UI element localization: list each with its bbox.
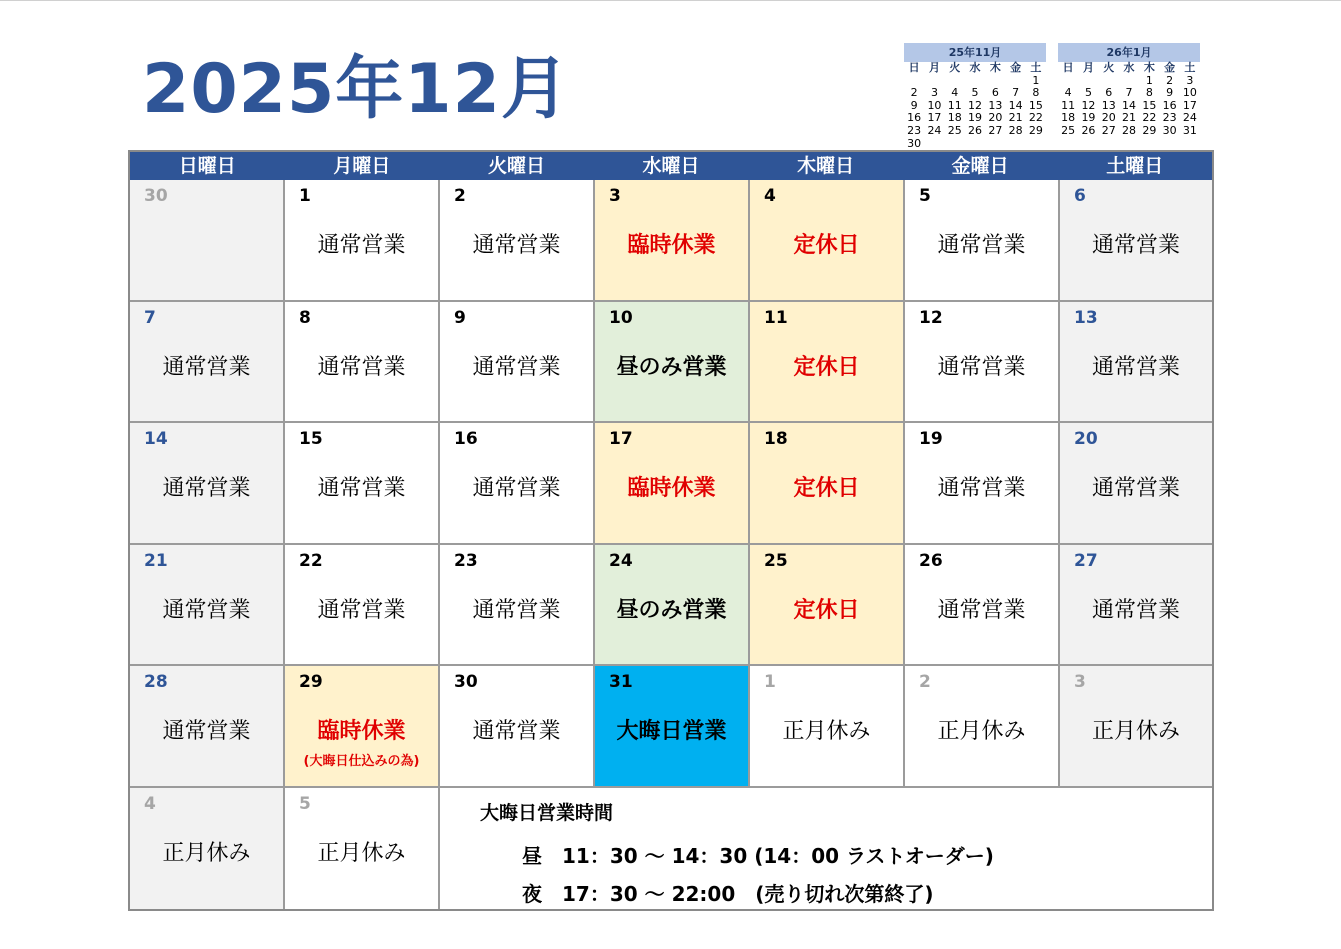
day-status: 通常営業 <box>472 719 561 744</box>
mini-day: 21 <box>1008 111 1023 125</box>
mini-day: 16 <box>1162 98 1177 112</box>
mini-day: 16 <box>907 111 922 125</box>
mini-day: 29 <box>1142 123 1157 137</box>
mini-day: 3 <box>930 86 938 100</box>
day-status: 定休日 <box>793 354 860 380</box>
month-calendar <box>128 150 1214 911</box>
day-number: 3 <box>1074 672 1086 692</box>
day-status: 定休日 <box>793 476 860 501</box>
day-cell <box>440 545 595 667</box>
mini-day: 28 <box>1122 123 1137 137</box>
day-number: 18 <box>764 429 788 449</box>
mini-day: 22 <box>1028 111 1043 125</box>
day-number: 1 <box>299 186 311 206</box>
day-status: 通常営業 <box>472 233 561 258</box>
mini-day <box>1026 138 1046 151</box>
day-cell <box>130 545 285 667</box>
day-status: 通常営業 <box>937 476 1026 501</box>
day-cell <box>595 666 750 788</box>
info-dinner-hours: 夜 17：30 ～ 22:00 (売り切れ次第終了) <box>522 881 934 906</box>
day-number: 10 <box>609 307 633 328</box>
mini-weekday-label: 日 <box>908 61 920 74</box>
mini-day: 14 <box>1122 98 1137 112</box>
mini-day: 15 <box>1028 98 1043 112</box>
day-cell <box>905 302 1060 424</box>
info-title: 大晦日営業時間 <box>480 801 614 824</box>
day-cell <box>1060 666 1212 788</box>
day-cell <box>440 423 595 545</box>
mini-calendar-grid <box>1058 62 1200 138</box>
day-cell <box>130 180 285 302</box>
mini-weekday-label: 金 <box>1164 61 1176 74</box>
mini-day: 23 <box>907 123 922 137</box>
day-status: 通常営業 <box>937 233 1026 258</box>
mini-day: 17 <box>927 111 942 125</box>
day-cell <box>595 423 750 545</box>
day-cell <box>1060 423 1212 545</box>
mini-weekday-label: 金 <box>1010 61 1022 74</box>
day-number: 30 <box>454 672 478 692</box>
mini-weekday-label: 月 <box>1082 61 1094 74</box>
day-number: 27 <box>1074 550 1098 571</box>
mini-day: 11 <box>947 98 962 112</box>
mini-day: 26 <box>1081 123 1096 137</box>
day-cell <box>595 302 750 424</box>
top-border <box>0 0 1341 1</box>
day-cell <box>285 666 440 788</box>
mini-day: 1 <box>1145 73 1153 87</box>
day-number: 19 <box>919 429 943 449</box>
mini-day: 22 <box>1142 111 1157 125</box>
day-status: 定休日 <box>793 233 860 258</box>
day-status: 昼のみ営業 <box>616 354 727 380</box>
mini-day: 27 <box>1101 123 1116 137</box>
mini-day: 24 <box>1182 111 1197 125</box>
day-cell <box>1060 302 1212 424</box>
day-cell <box>130 666 285 788</box>
day-cell <box>440 302 595 424</box>
day-status: 通常営業 <box>1091 354 1180 380</box>
mini-weekday-label: 木 <box>1143 61 1155 74</box>
mini-day: 29 <box>1028 123 1043 137</box>
mini-day: 8 <box>1145 86 1153 100</box>
day-cell <box>285 302 440 424</box>
day-number: 5 <box>299 793 311 814</box>
day-number: 4 <box>144 793 156 814</box>
day-cell <box>750 180 905 302</box>
mini-day: 1 <box>1032 73 1040 87</box>
day-status: 正月休み <box>162 840 251 866</box>
mini-day: 5 <box>1084 86 1092 100</box>
new-years-eve-hours-box <box>440 788 1212 910</box>
mini-calendar-grid <box>904 62 1046 150</box>
day-status: 通常営業 <box>317 597 406 623</box>
day-number: 16 <box>454 429 478 449</box>
day-cell <box>595 180 750 302</box>
weekday-header: 水曜日 <box>642 155 700 177</box>
day-cell <box>750 423 905 545</box>
day-status: 通常営業 <box>472 476 561 501</box>
mini-weekday-label: 木 <box>989 61 1001 74</box>
mini-day: 2 <box>910 86 918 100</box>
day-status: 通常営業 <box>162 597 251 623</box>
day-cell <box>440 180 595 302</box>
mini-day: 12 <box>968 98 983 112</box>
mini-day: 9 <box>910 98 918 112</box>
weekday-header: 月曜日 <box>333 155 391 177</box>
mini-day: 26 <box>968 123 983 137</box>
mini-weekday-label: 火 <box>1103 61 1115 74</box>
day-number: 26 <box>919 550 943 571</box>
day-status: 通常営業 <box>162 476 251 501</box>
mini-day: 6 <box>991 86 999 100</box>
mini-day: 11 <box>1061 98 1076 112</box>
mini-day: 3 <box>1186 73 1194 87</box>
day-status: 昼のみ営業 <box>616 597 727 623</box>
mini-day: 24 <box>927 123 942 137</box>
mini-day: 18 <box>947 111 962 125</box>
day-number: 13 <box>1074 307 1098 328</box>
day-status: 正月休み <box>782 719 871 744</box>
mini-day: 6 <box>1105 86 1113 100</box>
day-cell <box>285 545 440 667</box>
mini-day: 30 <box>1162 123 1177 137</box>
mini-calendar-header: 25年11月 <box>904 43 1046 62</box>
mini-day: 23 <box>1162 111 1177 125</box>
day-cell <box>750 302 905 424</box>
day-status: 通常営業 <box>472 597 561 623</box>
day-status: 正月休み <box>1091 719 1180 744</box>
day-status: 通常営業 <box>317 354 406 380</box>
mini-weekday-label: 土 <box>1030 61 1042 74</box>
day-number: 2 <box>919 672 931 692</box>
day-number: 14 <box>144 429 168 449</box>
day-number: 2 <box>454 186 466 206</box>
day-status: 大晦日営業 <box>616 719 727 744</box>
mini-calendar-next <box>1058 43 1200 138</box>
mini-day: 13 <box>1101 98 1116 112</box>
day-status: 臨時休業 <box>627 476 716 501</box>
day-number: 12 <box>919 307 943 328</box>
mini-day: 8 <box>1032 86 1040 100</box>
mini-day: 25 <box>1061 123 1076 137</box>
day-number: 28 <box>144 672 168 692</box>
mini-day <box>965 138 985 151</box>
weekday-header: 土曜日 <box>1106 155 1164 177</box>
day-number: 29 <box>299 672 323 692</box>
day-cell <box>595 545 750 667</box>
day-number: 31 <box>609 672 633 692</box>
day-number: 5 <box>919 186 931 206</box>
mini-day: 4 <box>1064 86 1072 100</box>
mini-day <box>1005 138 1025 151</box>
day-number: 7 <box>144 307 156 328</box>
weekday-header: 火曜日 <box>487 155 545 177</box>
page-title: 2025年12月 <box>142 50 570 129</box>
mini-day: 20 <box>988 111 1003 125</box>
mini-day: 4 <box>951 86 959 100</box>
mini-day: 30 <box>907 136 922 150</box>
mini-day: 19 <box>968 111 983 125</box>
mini-weekday-label: 土 <box>1184 61 1196 74</box>
day-number: 17 <box>609 429 633 449</box>
day-status: 通常営業 <box>937 354 1026 380</box>
day-cell <box>750 545 905 667</box>
day-number: 15 <box>299 429 323 449</box>
day-status: 正月休み <box>317 840 406 866</box>
day-cell <box>905 180 1060 302</box>
weekday-header: 金曜日 <box>951 155 1009 177</box>
mini-day: 13 <box>988 98 1003 112</box>
day-status: 通常営業 <box>1091 476 1180 501</box>
mini-calendar-header: 26年1月 <box>1058 43 1200 62</box>
day-number: 11 <box>764 307 788 328</box>
day-number: 30 <box>144 186 168 206</box>
day-status: 通常営業 <box>317 233 406 258</box>
mini-day: 7 <box>1012 86 1020 100</box>
day-number: 8 <box>299 307 311 328</box>
day-cell <box>905 423 1060 545</box>
mini-day: 5 <box>971 86 979 100</box>
day-cell <box>1060 180 1212 302</box>
day-status: 臨時休業 <box>317 719 406 744</box>
mini-day: 12 <box>1081 98 1096 112</box>
mini-weekday-label: 火 <box>949 61 961 74</box>
day-status: 通常営業 <box>162 354 251 380</box>
day-number: 24 <box>609 550 633 571</box>
mini-day <box>985 138 1005 151</box>
mini-weekday-label: 日 <box>1062 61 1074 74</box>
day-cell <box>130 423 285 545</box>
mini-day: 21 <box>1122 111 1137 125</box>
day-number: 22 <box>299 550 323 571</box>
mini-day: 10 <box>927 98 942 112</box>
day-number: 20 <box>1074 429 1098 449</box>
day-cell <box>285 180 440 302</box>
day-status: 通常営業 <box>472 354 561 380</box>
mini-day: 15 <box>1142 98 1157 112</box>
day-cell <box>285 423 440 545</box>
day-number: 21 <box>144 550 168 571</box>
day-status: 通常営業 <box>937 597 1026 623</box>
mini-day: 2 <box>1166 73 1174 87</box>
mini-weekday-label: 月 <box>928 61 940 74</box>
weekday-header: 木曜日 <box>797 155 855 177</box>
day-number: 23 <box>454 550 478 571</box>
day-status: 通常営業 <box>1091 597 1180 623</box>
day-number: 9 <box>454 307 466 328</box>
day-number: 1 <box>764 672 776 692</box>
mini-calendar-prev <box>904 43 1046 150</box>
mini-weekday-label: 水 <box>1123 61 1135 74</box>
mini-day: 7 <box>1125 86 1133 100</box>
mini-day <box>945 138 965 151</box>
day-cell <box>905 545 1060 667</box>
mini-day: 19 <box>1081 111 1096 125</box>
mini-day: 25 <box>947 123 962 137</box>
mini-day: 28 <box>1008 123 1023 137</box>
day-status: 通常営業 <box>317 476 406 501</box>
day-status: 通常営業 <box>162 719 251 744</box>
mini-day: 27 <box>988 123 1003 137</box>
day-status: 正月休み <box>937 719 1026 744</box>
day-status: 定休日 <box>793 597 860 623</box>
day-cell <box>905 666 1060 788</box>
info-lunch-hours: 昼 11：30 ～ 14：30 (14：00 ラストオーダー) <box>522 843 994 868</box>
mini-day: 31 <box>1182 123 1197 137</box>
day-note: (大晦日仕込みの為) <box>303 754 420 769</box>
day-status: 臨時休業 <box>627 233 716 258</box>
mini-day: 18 <box>1061 111 1076 125</box>
day-cell <box>1060 545 1212 667</box>
day-number: 25 <box>764 550 788 571</box>
mini-day: 14 <box>1008 98 1023 112</box>
mini-day <box>924 138 944 151</box>
mini-weekday-label: 水 <box>969 61 981 74</box>
day-number: 6 <box>1074 186 1086 206</box>
weekday-header: 日曜日 <box>178 155 236 177</box>
day-status: 通常営業 <box>1091 233 1180 258</box>
mini-day: 10 <box>1182 86 1197 100</box>
weekday-header-row <box>130 152 1212 180</box>
day-cell <box>440 666 595 788</box>
day-cell <box>130 302 285 424</box>
day-number: 4 <box>764 186 776 206</box>
day-number: 3 <box>609 186 621 206</box>
mini-day: 9 <box>1166 86 1174 100</box>
day-cell <box>285 788 440 910</box>
day-cell <box>750 666 905 788</box>
mini-day: 17 <box>1182 98 1197 112</box>
day-cell <box>130 788 285 910</box>
mini-day: 20 <box>1101 111 1116 125</box>
